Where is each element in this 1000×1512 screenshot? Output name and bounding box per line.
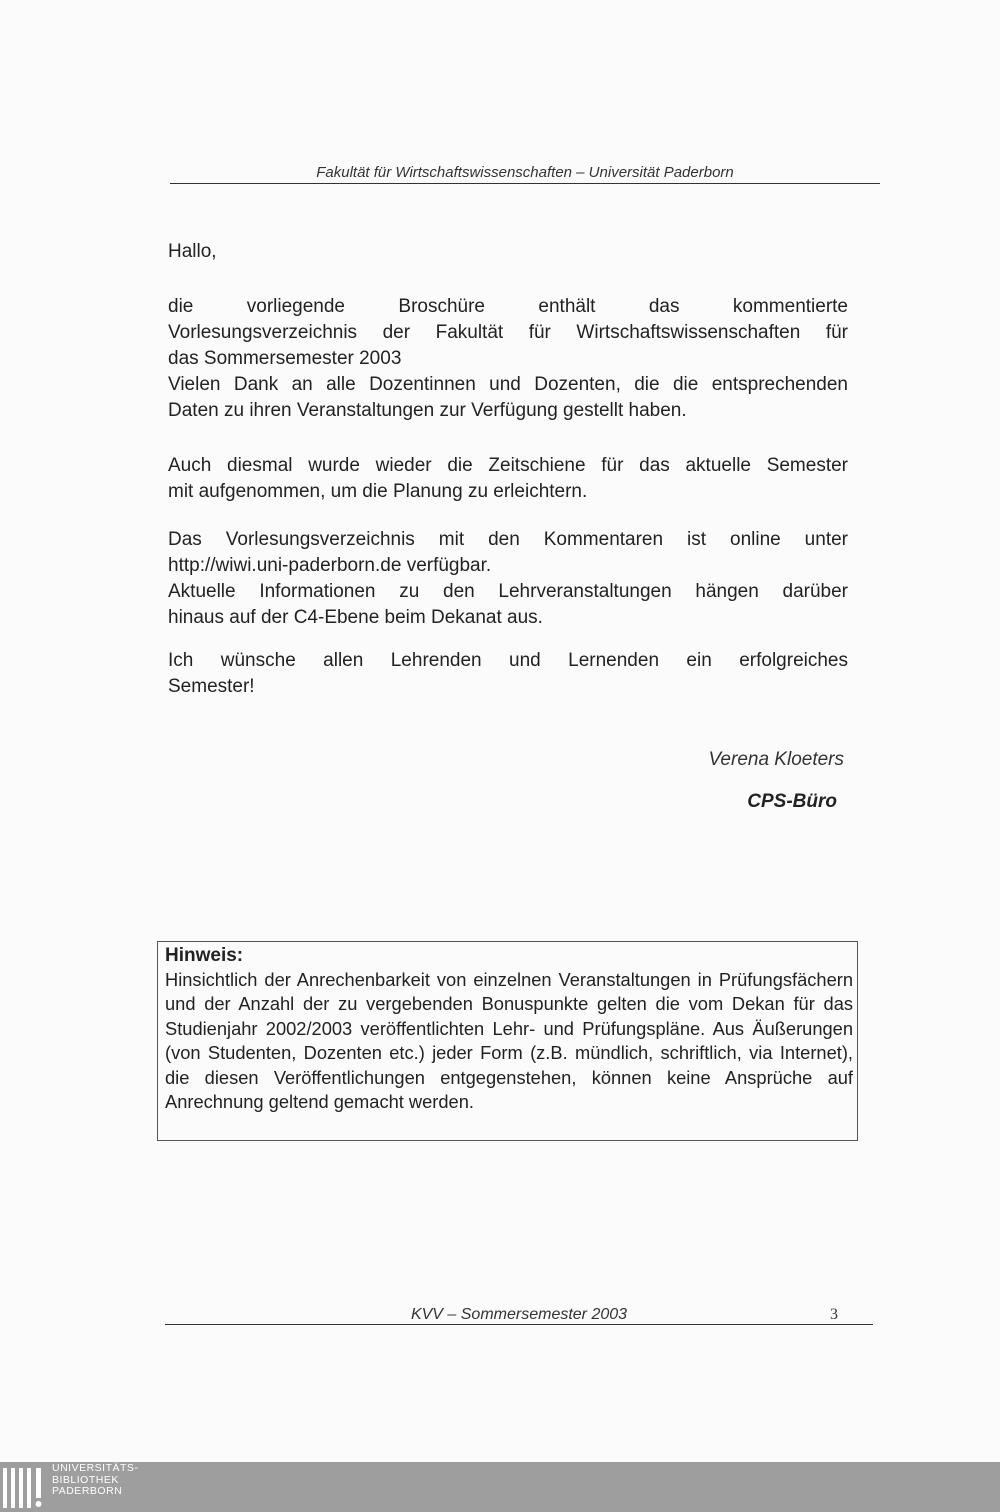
paragraph-line: hinaus auf der C4-Ebene beim Dekanat aus. — [168, 607, 543, 628]
paragraph-line: Aktuelle Informationen zu den Lehrveranstaltungen hängen darüber — [168, 581, 848, 602]
page-header: Fakultät für Wirtschaftswissenschaften – Universität Paderborn — [316, 164, 734, 181]
library-name-line: BIBLIOTHEK — [52, 1473, 119, 1486]
greeting-text: Hallo, — [168, 241, 217, 262]
paragraph-line: Das Vorlesungsverzeichnis mit den Kommentaren ist online unter — [168, 529, 848, 550]
paragraph-line: Vielen Dank an alle Dozentinnen und Dozenten, die die entsprechenden — [168, 374, 848, 395]
library-logo-icon — [2, 1464, 46, 1510]
library-name-line: UNIVERSITÄTS- — [52, 1462, 139, 1474]
paragraph-line: die vorliegende Broschüre enthält das kommentierte — [168, 296, 848, 317]
paragraph-line: Semester! — [168, 676, 255, 697]
greeting — [168, 239, 848, 265]
library-name — [52, 1463, 138, 1498]
paragraph-line: http://wiwi.uni-paderborn.de verfügbar. — [168, 555, 492, 576]
notice-text: Hinsichtlich der Anrechenbarkeit von einzelnen Veranstaltungen in Prüfungsfächern und der Anzahl der zu vergebenden Bonuspunkte gelten die vom Dekan für das Studienjahr 2002/2003 veröffentlichten Lehr- und Prüfungspläne. Aus Äußerungen (von Studenten, Dozenten etc.) jeder Form (z.B. mündlich, schriftlich, via Internet), die diesen Veröffentlichungen entgegenstehen, können keine Ansprüche auf Anrechnung geltend gemacht werden. — [165, 969, 853, 1113]
footer-rule — [165, 1324, 873, 1325]
paragraph-line: Daten zu ihren Veranstaltungen zur Verfügung gestellt haben. — [168, 400, 687, 421]
notice-title: Hinweis: — [165, 945, 244, 966]
paragraph-line: Vorlesungsverzeichnis der Fakultät für Wirtschaftswissenschaften für — [168, 322, 848, 343]
page-footer: KVV – Sommersemester 2003 — [410, 1306, 628, 1323]
paragraph-4 — [168, 648, 848, 700]
paragraph-line: Auch diesmal wurde wieder die Zeitschiene für das aktuelle Semester — [168, 455, 848, 476]
page-number: 3 — [830, 1306, 838, 1323]
paragraph-line: das Sommersemester 2003 — [168, 348, 402, 369]
signature-office: CPS-Büro — [747, 791, 837, 812]
paragraph-line: mit aufgenommen, um die Planung zu erleichtern. — [168, 481, 588, 502]
paragraph-line: Ich wünsche allen Lehrenden und Lernenden ein erfolgreiches — [168, 650, 848, 671]
signature-name: Verena Kloeters — [708, 749, 844, 770]
library-name-line: PADERBORN — [52, 1485, 123, 1497]
paragraph-3 — [168, 527, 848, 631]
library-bar — [0, 1462, 1000, 1512]
paragraph-1 — [168, 294, 848, 424]
notice-box — [157, 941, 858, 1141]
paragraph-2 — [168, 453, 848, 505]
header-rule — [170, 183, 880, 184]
